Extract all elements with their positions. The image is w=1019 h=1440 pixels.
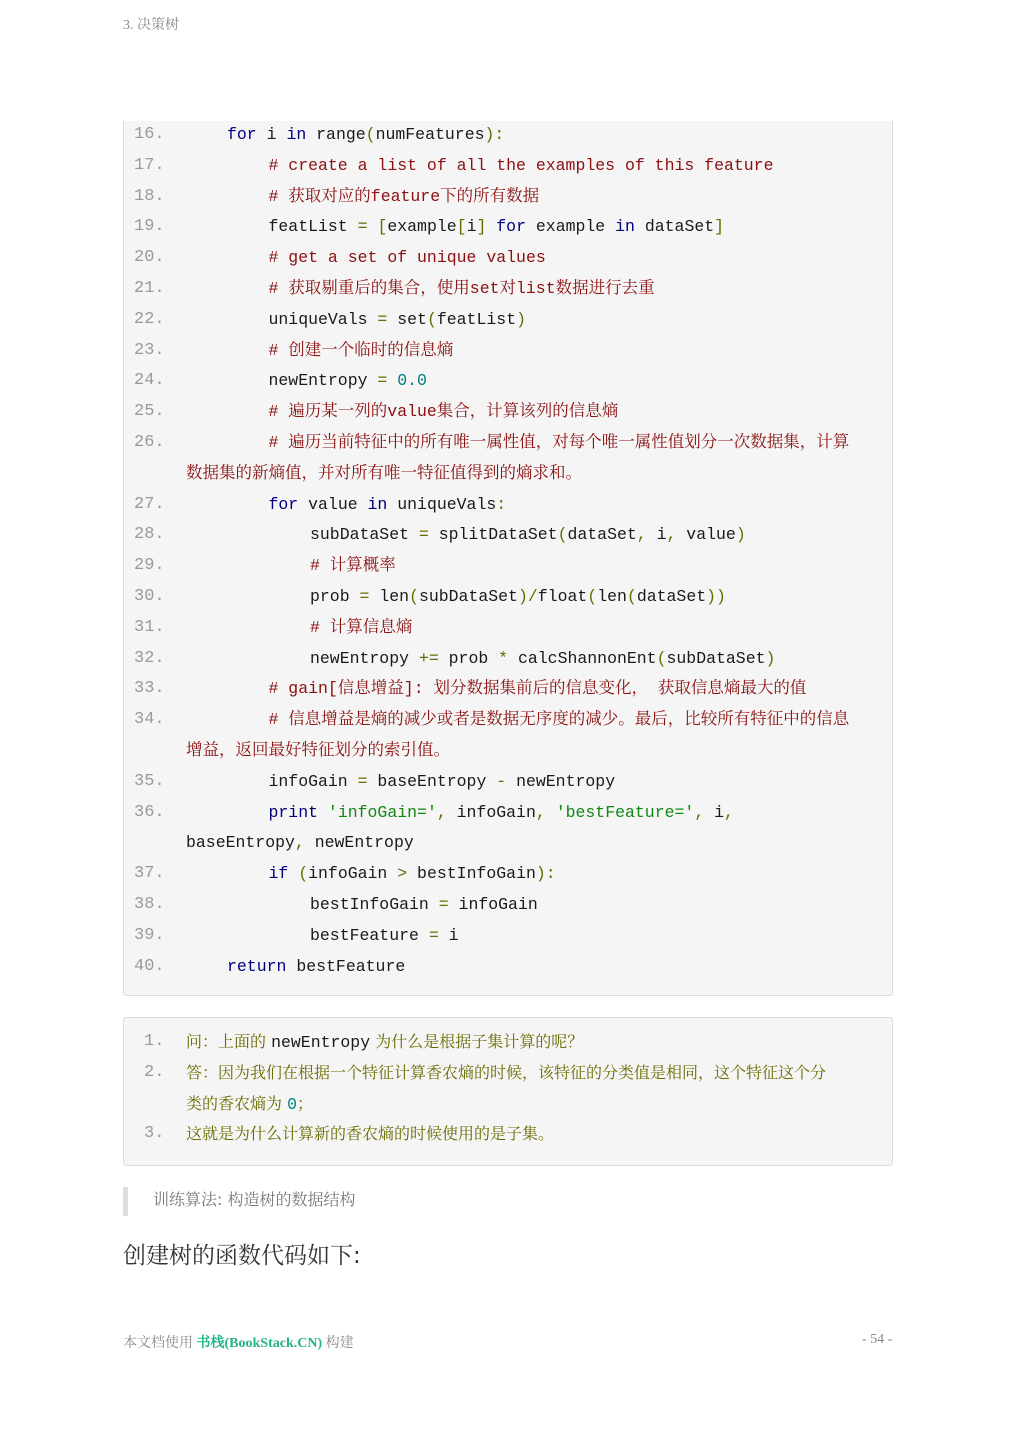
line-number: 20. — [134, 248, 165, 268]
footer-suffix: 构建 — [322, 1336, 354, 1351]
line-number: 22. — [134, 309, 165, 329]
code-content: # 计算概率 — [310, 556, 396, 576]
code-content: # get a set of unique values — [268, 248, 546, 268]
line-number: 27. — [134, 494, 165, 514]
code-content: # 遍历某一列的value集合，计算该列的信息熵 — [268, 402, 619, 422]
footer-credit — [123, 1332, 354, 1352]
line-number: 34. — [134, 710, 165, 730]
line-number: 25. — [134, 402, 165, 422]
line-number: 26. — [134, 433, 165, 452]
list-number: 1. — [144, 1032, 165, 1051]
line-number: 39. — [134, 925, 165, 945]
footer-prefix: 本文档使用 — [123, 1336, 197, 1351]
page-number: - 54 - — [862, 1332, 893, 1347]
code-content: # 计算信息熵 — [310, 617, 413, 637]
line-number: 23. — [134, 340, 165, 360]
code-content: # gain[信息增益]: 划分数据集前后的信息变化， 获取信息熵最大的值 — [268, 679, 807, 699]
code-content: print 'infoGain=', infoGain, 'bestFeature=', i, — [268, 802, 734, 822]
line-number: 35. — [134, 771, 165, 791]
line-number: 32. — [134, 648, 165, 668]
line-number: 24. — [134, 371, 165, 391]
line-number: 29. — [134, 556, 165, 576]
code-content: subDataSet = splitDataSet(dataSet, i, value) — [310, 525, 746, 545]
line-number: 17. — [134, 155, 165, 175]
code-content: # 遍历当前特征中的所有唯一属性值，对每个唯一属性值划分一次数据集，计算 — [268, 433, 850, 452]
line-number: 19. — [134, 217, 165, 237]
note-code-block: 1. 问：上面的 newEntropy 为什么是根据子集计算的呢？ 2. 答：因为我们在根据一个特征计算香农熵的时候，该特征的分类值是相同，这个特征这个分 类的香农熵为 0； 3. 这就是为什么计算新的香农熵的时候使用的是子集。 — [123, 1017, 893, 1166]
blockquote-text: 训练算法: 构造树的数据结构 — [153, 1190, 356, 1209]
line-number: 33. — [134, 679, 165, 699]
code-content: return bestFeature — [227, 956, 406, 976]
code-content: newEntropy += prob * calcShannonEnt(subDataSet) — [310, 648, 776, 668]
line-number: 37. — [134, 864, 165, 884]
line-number: 18. — [134, 186, 165, 206]
line-number: 31. — [134, 617, 165, 637]
code-content: infoGain = baseEntropy - newEntropy — [268, 771, 616, 791]
line-number: 30. — [134, 587, 165, 606]
chapter-header: 3. 决策树 — [123, 18, 179, 33]
code-content: # 获取对应的feature下的所有数据 — [268, 186, 540, 206]
code-content: # 创建一个临时的信息熵 — [268, 340, 454, 360]
line-number: 40. — [134, 956, 165, 976]
code-content: # create a list of all the examples of this feature — [268, 155, 774, 175]
code-content: for i in range(numFeatures): — [227, 125, 505, 144]
line-number: 38. — [134, 895, 165, 914]
line-number: 16. — [134, 125, 165, 144]
code-content: featList = [example[i] for example in dataSet] — [268, 217, 725, 237]
code-content: bestInfoGain = infoGain — [310, 895, 538, 914]
code-content: for value in uniqueVals: — [268, 494, 507, 514]
code-content: prob = len(subDataSet)/float(len(dataSet)) — [310, 587, 726, 606]
list-number: 3. — [144, 1124, 165, 1144]
code-content: uniqueVals = set(featList) — [268, 309, 526, 329]
line-number: 21. — [134, 279, 165, 298]
code-block: 16. for i in range(numFeatures): 17. # create a list of all the examples of this feature 18. # 获取对应的feature下的所有数据 19. featList = [example[i] for example in dataSet] 20. # get a set of unique values 21. # 获取剔重后的集合，使用set对list数据进行去重 22. uniqueVals = set(featList) 23. # 创建一个临时的信息熵 24. newEntropy = 0.0 25. # 遍历某一列的value集合，计算该列的信息熵 26. # 遍历当前特征中的所有唯一属性值，对每个唯一属性值划分一次数据集，计算 数据集的新熵值，并对所有唯一特征值得到的熵求和。 27. for value in uniqueVals: 28. subDataSet = splitDataSet(dataSet, i, value) 29. # 计算概率 30. prob = len(subDataSet)/float(len(dataSet)) 31. # 计算信息熵 32. newEntropy += prob * calcShannonEnt(subDataSet) 33. # gain[信息增益]: 划分数据集前后的信息变化， 获取信息熵最大的值 34. # 信息增益是熵的减少或者是数据无序度的减少。最后，比较所有特征中的信息 增益，返回最好特征划分的索引值。 35. infoGain = baseEntropy - newEntropy 36. print 'infoGain=', infoGain, 'bestFeature=', i, baseEntropy, newEntropy 37. if (infoGain > bestInfoGain): 38. bestInfoGain = infoGain 39. bestFeature = i 40. return bestFeature — [123, 121, 893, 996]
section-heading: 创建树的函数代码如下: — [123, 1243, 361, 1269]
line-number: 28. — [134, 525, 165, 545]
line-number: 36. — [134, 802, 165, 822]
code-content: # 信息增益是熵的减少或者是数据无序度的减少。最后，比较所有特征中的信息 — [268, 710, 850, 730]
code-content: bestFeature = i — [310, 925, 459, 945]
list-number: 2. — [144, 1062, 165, 1082]
bookstack-link[interactable]: 书栈(BookStack.CN) — [196, 1336, 323, 1351]
code-content: newEntropy = 0.0 — [268, 371, 427, 391]
blockquote — [123, 1187, 355, 1216]
code-content: if (infoGain > bestInfoGain): — [268, 864, 556, 884]
code-content: # 获取剔重后的集合，使用set对list数据进行去重 — [268, 279, 655, 298]
